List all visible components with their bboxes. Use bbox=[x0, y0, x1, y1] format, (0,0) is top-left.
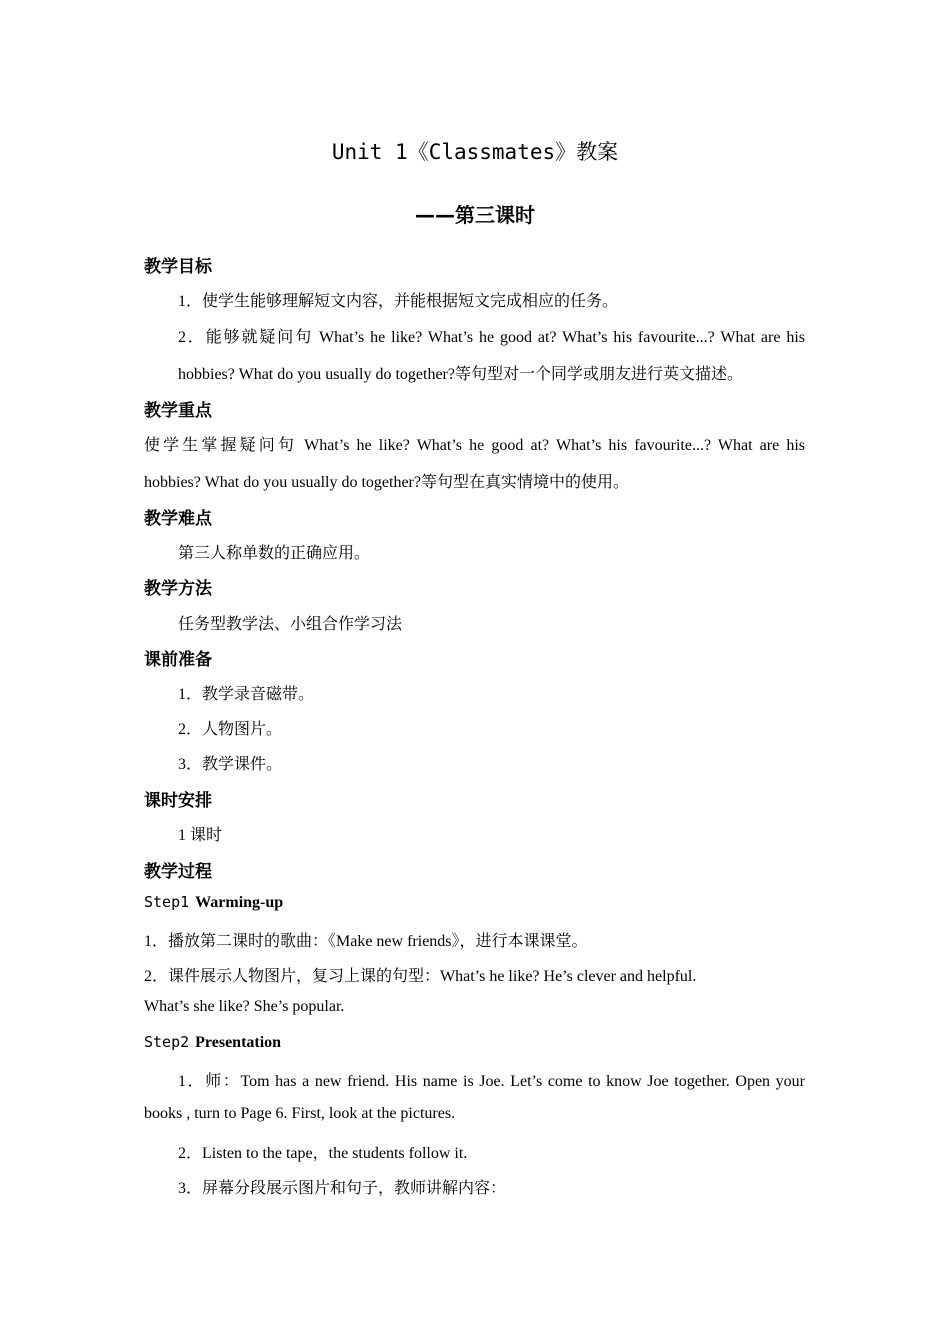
objective-item-2-line-1: 2．能够就疑问句 What’s he like? What’s he good at? What’s his favourite...? What are his bbox=[178, 329, 805, 346]
difficulty-text: 第三人称单数的正确应用。 bbox=[178, 545, 371, 562]
step1-heading bbox=[144, 893, 283, 912]
step1-label: Step1 bbox=[144, 893, 190, 911]
preparation-item-2: 2．人物图片。 bbox=[178, 721, 283, 738]
preparation-item-1: 1．教学录音磁带。 bbox=[178, 686, 315, 703]
step2-line-3: 2．Listen to the tape，the students follow it. bbox=[178, 1145, 468, 1162]
step2-heading bbox=[144, 1033, 281, 1052]
step2-label: Step2 bbox=[144, 1033, 190, 1051]
objective-item-2-line-2: hobbies? What do you usually do together?等句型对一个同学或朋友进行英文描述。 bbox=[178, 366, 743, 383]
process-heading: 教学过程 bbox=[144, 862, 212, 882]
step2-title: Presentation bbox=[195, 1034, 282, 1051]
keypoints-heading: 教学重点 bbox=[144, 401, 212, 421]
step2-line-2: books , turn to Page 6. First, look at the pictures. bbox=[144, 1105, 456, 1122]
page-subtitle: ——第三课时 bbox=[415, 203, 535, 227]
step1-title: Warming-up bbox=[195, 894, 284, 911]
keypoints-line-1: 使学生掌握疑问句 What’s he like? What’s he good at? What’s his favourite...? What are his bbox=[144, 437, 805, 454]
method-heading: 教学方法 bbox=[144, 579, 212, 599]
step2-line-1: 1．师：Tom has a new friend. His name is Joe. Let’s come to know Joe together. Open your bbox=[178, 1073, 805, 1090]
step1-line-3: What’s she like? She’s popular. bbox=[144, 998, 345, 1015]
preparation-heading: 课前准备 bbox=[144, 650, 212, 670]
objective-item-1: 1．使学生能够理解短文内容，并能根据短文完成相应的任务。 bbox=[178, 293, 619, 310]
step2-line-4: 3．屏幕分段展示图片和句子，教师讲解内容： bbox=[178, 1180, 507, 1197]
step1-line-2: 2．课件展示人物图片，复习上课的句型：What’s he like? He’s clever and helpful. bbox=[144, 968, 697, 985]
keypoints-line-2: hobbies? What do you usually do together?等句型在真实情境中的使用。 bbox=[144, 474, 629, 491]
step1-line-1: 1．播放第二课时的歌曲：《Make new friends》，进行本课课堂。 bbox=[144, 933, 588, 950]
difficulty-heading: 教学难点 bbox=[144, 509, 212, 529]
schedule-heading: 课时安排 bbox=[144, 791, 212, 811]
schedule-text: 1 课时 bbox=[178, 827, 223, 844]
method-text: 任务型教学法、小组合作学习法 bbox=[178, 616, 403, 633]
page-title: Unit 1《Classmates》教案 bbox=[331, 140, 619, 164]
preparation-item-3: 3．教学课件。 bbox=[178, 756, 283, 773]
objectives-heading: 教学目标 bbox=[144, 257, 212, 277]
